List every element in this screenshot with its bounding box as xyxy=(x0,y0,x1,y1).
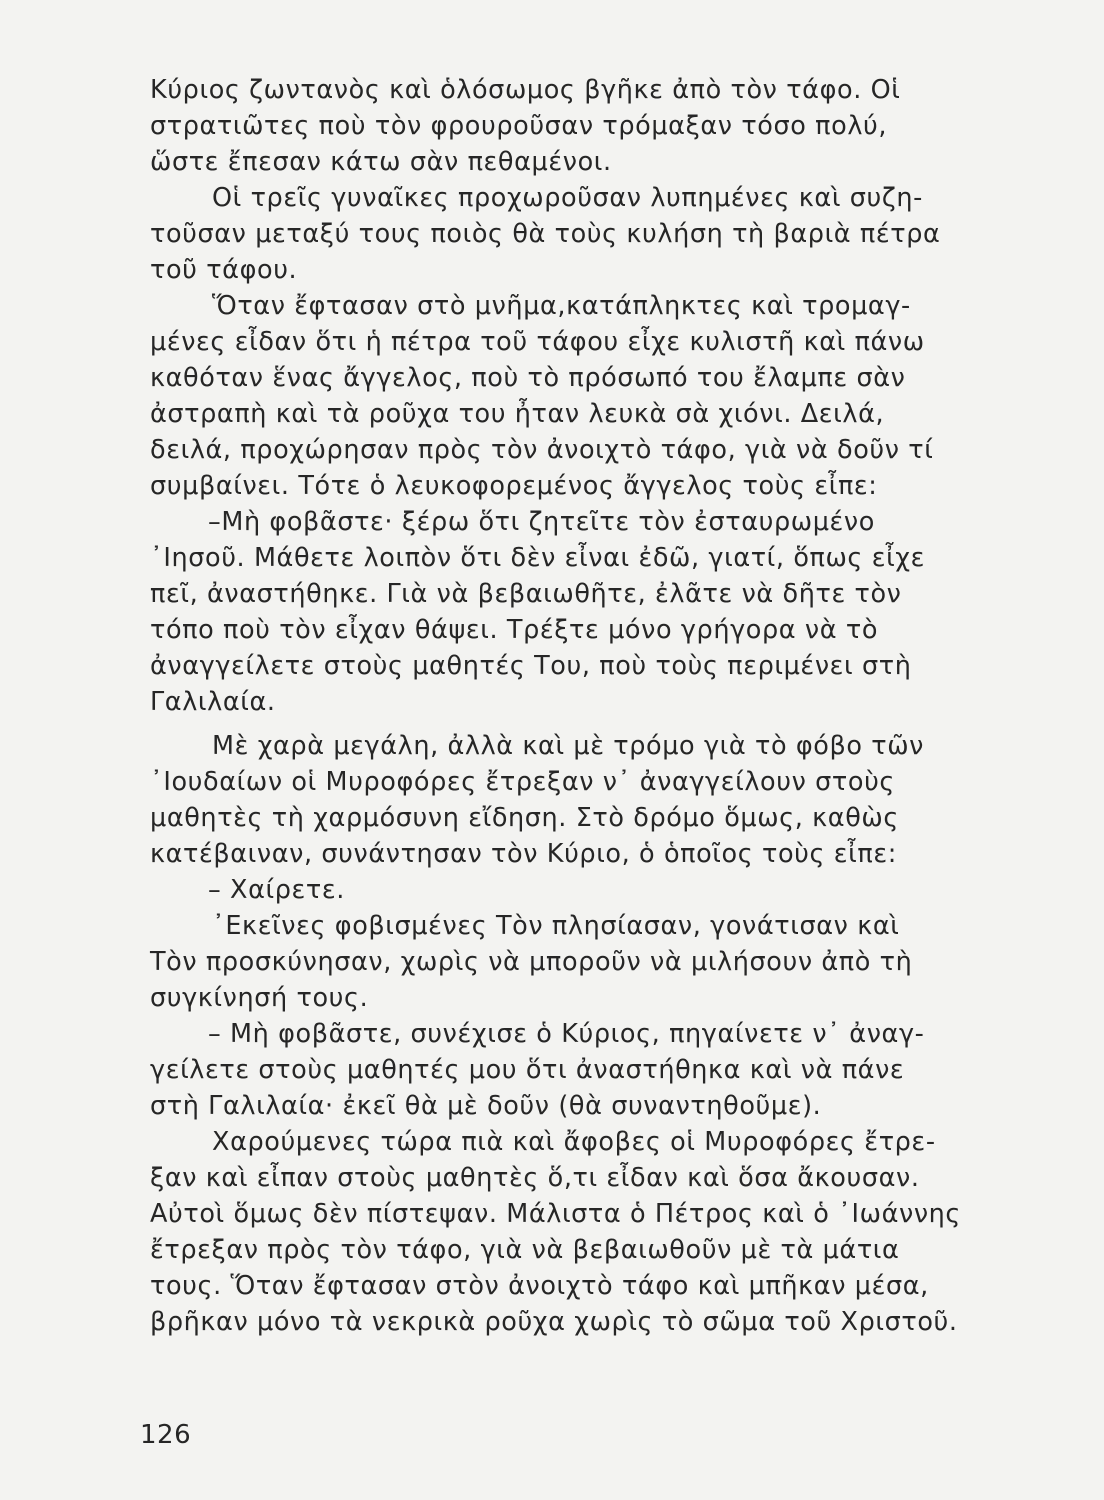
text-line: μένες εἶδαν ὅτι ἡ πέτρα τοῦ τάφου εἶχε κυλιστῆ καὶ πάνω xyxy=(150,327,925,357)
text-line: τοῦσαν μεταξύ τους ποιὸς θὰ τοὺς κυλήση τὴ βαριὰ πέτρα xyxy=(150,219,941,249)
text-line: τόπο ποὺ τὸν εἶχαν θάψει. Τρέξτε μόνο γρήγορα νὰ τὸ xyxy=(150,615,879,645)
text-line: ᾿Ιουδαίων οἱ Μυροφόρες ἔτρεξαν ν᾿ ἀναγγείλουν στοὺς xyxy=(150,767,895,797)
text-line: βρῆκαν μόνο τὰ νεκρικὰ ροῦχα χωρὶς τὸ σῶμα τοῦ Χριστοῦ. xyxy=(150,1307,958,1337)
text-line: Κύριος ζωντανὸς καὶ ὁλόσωμος βγῆκε ἀπὸ τὸν τάφο. Οἱ xyxy=(150,75,901,105)
text-line: γείλετε στοὺς μαθητές μου ὅτι ἀναστήθηκα καὶ νὰ πάνε xyxy=(150,1055,905,1085)
text-line: –Μὴ φοβᾶστε· ξέρω ὅτι ζητεῖτε τὸν ἐσταυρωμένο xyxy=(208,507,875,537)
text-line: συγκίνησή τους. xyxy=(150,983,369,1013)
text-line: ἀναγγείλετε στοὺς μαθητές Του, ποὺ τοὺς περιμένει στὴ xyxy=(150,651,912,681)
text-line: στρατιῶτες ποὺ τὸν φρουροῦσαν τρόμαξαν τόσο πολύ, xyxy=(150,111,888,141)
text-line: Τὸν προσκύνησαν, χωρὶς νὰ μποροῦν νὰ μιλήσουν ἀπὸ τὴ xyxy=(150,947,913,977)
text-line: ἀστραπὴ καὶ τὰ ροῦχα του ἦταν λευκὰ σὰ χιόνι. Δειλά, xyxy=(150,399,885,429)
text-line: καθόταν ἕνας ἄγγελος, ποὺ τὸ πρόσωπό του ἔλαμπε σὰν xyxy=(150,363,906,393)
text-line: Ὅταν ἔφτασαν στὸ μνῆμα,κατάπληκτες καὶ τρομαγ- xyxy=(212,291,911,321)
page-number: 126 xyxy=(140,1420,192,1450)
text-line: δειλά, προχώρησαν πρὸς τὸν ἀνοιχτὸ τάφο, γιὰ νὰ δοῦν τί xyxy=(150,435,934,465)
text-line: ἔτρεξαν πρὸς τὸν τάφο, γιὰ νὰ βεβαιωθοῦν μὲ τὰ μάτια xyxy=(150,1235,900,1265)
text-line: Μὲ χαρὰ μεγάλη, ἀλλὰ καὶ μὲ τρόμο γιὰ τὸ φόβο τῶν xyxy=(212,731,925,761)
text-line: ξαν καὶ εἶπαν στοὺς μαθητὲς ὅ,τι εἶδαν καὶ ὅσα ἄκουσαν. xyxy=(150,1163,920,1193)
text-line: Οἱ τρεῖς γυναῖκες προχωροῦσαν λυπημένες καὶ συζη- xyxy=(212,183,923,213)
text-line: Χαρούμενες τώρα πιὰ καὶ ἄφοβες οἱ Μυροφόρες ἔτρε- xyxy=(212,1127,936,1157)
text-line: ᾿Εκεῖνες φοβισμένες Τὸν πλησίασαν, γονάτισαν καὶ xyxy=(212,911,900,941)
text-line: – Μὴ φοβᾶστε, συνέχισε ὁ Κύριος, πηγαίνετε ν᾿ ἀναγ- xyxy=(208,1019,925,1049)
text-line: κατέβαιναν, συνάντησαν τὸν Κύριο, ὁ ὁποῖος τοὺς εἶπε: xyxy=(150,839,897,869)
text-line: μαθητὲς τὴ χαρμόσυνη εἴδηση. Στὸ δρόμο ὅμως, καθὼς xyxy=(150,803,899,833)
text-line: – Χαίρετε. xyxy=(208,875,345,905)
text-line: πεῖ, ἀναστήθηκε. Γιὰ νὰ βεβαιωθῆτε, ἐλᾶτε νὰ δῆτε τὸν xyxy=(150,579,902,609)
body-text xyxy=(150,72,1020,1340)
text-line: ᾿Ιησοῦ. Μάθετε λοιπὸν ὅτι δὲν εἶναι ἐδῶ, γιατί, ὅπως εἶχε xyxy=(150,543,926,573)
text-line: Αὐτοὶ ὅμως δὲν πίστεψαν. Μάλιστα ὁ Πέτρος καὶ ὁ ᾿Ιωάννης xyxy=(150,1199,962,1229)
text-line: στὴ Γαλιλαία· ἐκεῖ θὰ μὲ δοῦν (θὰ συναντηθοῦμε). xyxy=(150,1091,822,1121)
text-line: τοῦ τάφου. xyxy=(150,255,298,285)
text-line: ὥστε ἔπεσαν κάτω σὰν πεθαμένοι. xyxy=(150,147,612,177)
text-line: συμβαίνει. Τότε ὁ λευκοφορεμένος ἄγγελος τοὺς εἶπε: xyxy=(150,471,878,501)
text-line: Γαλιλαία. xyxy=(150,687,276,717)
text-line: τους. Ὅταν ἔφτασαν στὸν ἀνοιχτὸ τάφο καὶ μπῆκαν μέσα, xyxy=(150,1271,929,1301)
